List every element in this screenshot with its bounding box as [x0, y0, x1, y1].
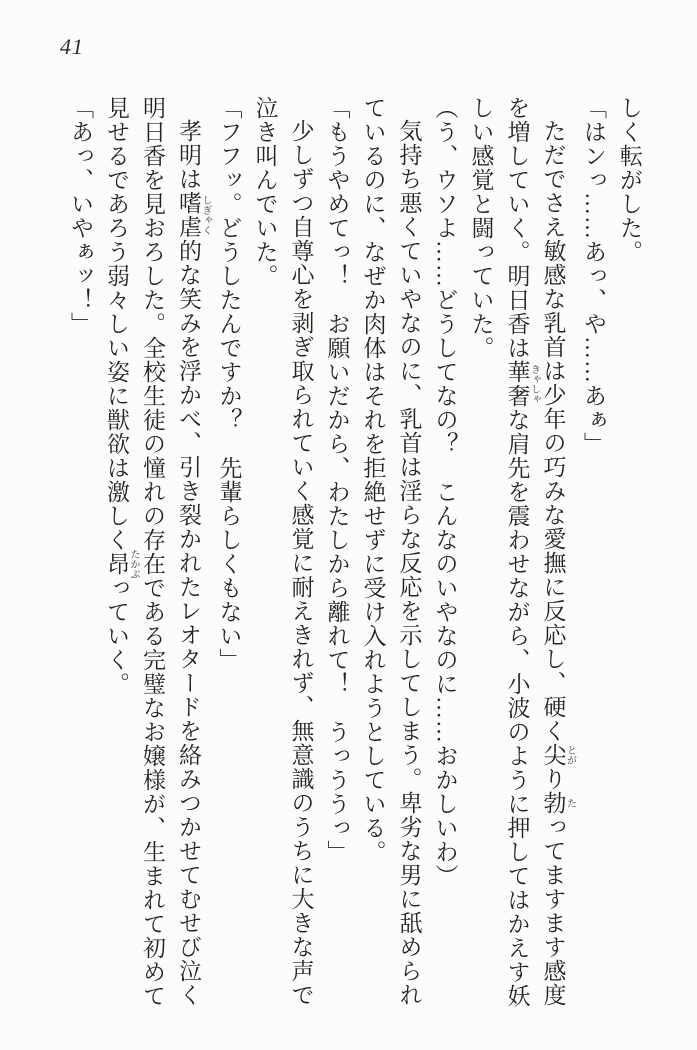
furigana-annotated-word: 尖 とが [540, 743, 576, 767]
paragraph: 気持ち悪くていやなのに、乳首は淫らな反応を示してしまう。卑劣な男に舐められているのに、なぜか肉体はそれを拒絶せずに受け入れようとしている。 [360, 96, 422, 1007]
paragraph: 「もうやめてっ！ お願いだから、わたしから離れて！ うっううっ」 [324, 96, 350, 864]
paragraph: 「あっ、いやぁッ！」 [68, 96, 93, 336]
paragraph: 「はンっ……あっ、や……あぁ」 [581, 96, 606, 456]
paragraph: 孝明は嗜虐 しぎゃく的な笑みを浮かべ、引き裂かれたレオタードを絡みつかせてむせび泣く明日香を見おろした。全校生徒の憧れの存在である完璧なお嬢様が、生まれて初めて見せるであろう弱々しい姿に獣欲は激しく昂 たかぶっていく。 [104, 96, 211, 1008]
paragraph: 少しずつ自尊心を剥ぎ取られていく感覚に耐えきれず、無意識のうちに大きな声で泣き叫んでいた。 [252, 96, 314, 1007]
paragraph: 「フフッ。どうしたんですか？ 先輩らしくもない」 [216, 96, 242, 672]
paragraph: （う、ウソよ……どうしてなの？ こんなのいやなのに……おかしいわ） [432, 96, 458, 888]
page-number: 41 [60, 34, 84, 59]
paragraph: しく転がした。 [617, 96, 642, 264]
furigana-annotated-word: 勃 た [540, 791, 576, 815]
body-text [62, 96, 647, 1012]
paragraph: ただでさえ敏感な乳首は少年の巧みな愛撫に反応し、硬く尖 とがり勃 たってますます感度を増していく。明日香は華奢 きゃしゃな肩先を震わせながら、小波のように押してはかえす妖しい感覚と闘っていた。 [468, 96, 576, 1008]
furigana-annotated-word: 嗜虐 しぎゃく [176, 191, 211, 239]
furigana-annotated-word: 華奢 きゃしゃ [504, 360, 540, 408]
furigana-annotated-word: 昂 たかぶ [104, 549, 139, 579]
